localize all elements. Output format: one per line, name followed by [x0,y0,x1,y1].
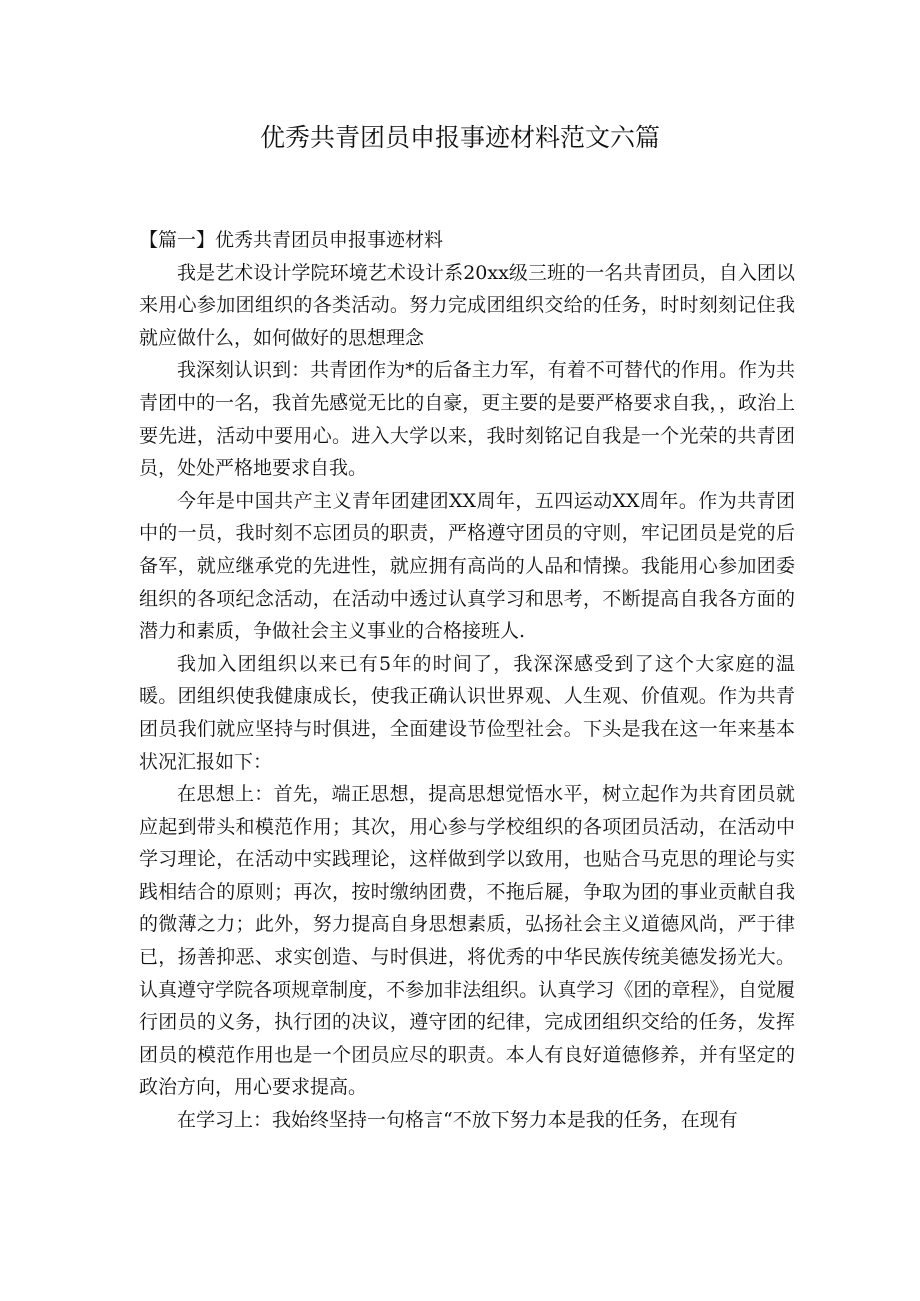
section-heading: 【篇一】优秀共青团员申报事迹材料 [139,229,444,251]
document-title: 优秀共青团员申报事迹材料范文六篇 [259,123,660,152]
paragraph: 在思想上：首先，端正思想，提高思想觉悟水平，树立起作为共育团员就应起到带头和模范作用；其次，用心参与学校组织的各项团员活动，在活动中学习理论，在活动中实践理论，这样做到学以致用，也贴合马克思的理论与实践相结合的原则；再次，按时缴纳团费，不拖后屣，争取为团的事业贡献自我的微薄之力；此外，努力提高自身思想素质，弘扬社会主义道德风尚，严于律已，扬善抑恶、求实创造、与时俱进，将优秀的中华民族传统美德发扬光大。认真遵守学院各项规章制度，不参加非法组织。认真学习《团的章程》，自觉履行团员的义务，执行团的决议，遵守团的纪律，完成团组织交给的任务，发挥团员的模范作用也是一个团员应尽的职责。本人有良好道德修养，并有坚定的政治方向，用心要求提高。 [139,783,795,1099]
paragraph: 今年是中国共产主义青年团建团XX周年，五四运动XX周年。作为共青团中的一员，我时刻不忘团员的职责，严格遵守团员的守则，牢记团员是党的后备军，就应继承党的先进性，就应拥有高尚的人品和情操。我能用心参加团委组织的各项纪念活动，在活动中透过认真学习和思考，不断提高自我各方面的潜力和素质，争做社会主义事业的合格接班人. [139,489,795,643]
paragraph: 我是艺术设计学院环境艺术设计系20xx级三班的一名共青团员，自入团以来用心参加团组织的各类活动。努力完成团组织交给的任务，时时刻刻记住我就应做什么，如何做好的思想理念 [139,261,795,349]
paragraph: 在学习上：我始终坚持一句格言“不放下努力本是我的任务，在现有 [177,1109,738,1132]
paragraph: 我加入团组织以来已有5年的时间了，我深深感受到了这个大家庭的温暖。团组织使我健康成长，使我正确认识世界观、人生观、价值观。作为共青团员我们就应坚持与时俱进，全面建设节俭型社会。下头是我在这一年来基本状况汇报如下： [139,652,795,773]
document-body [139,224,795,1137]
paragraph: 我深刻认识到：共青团作为*的后备主力军，有着不可替代的作用。作为共青团中的一名，我首先感觉无比的自豪，更主要的是要严格要求自我，，政治上要先进，活动中要用心。进入大学以来，我时刻铭记自我是一个光荣的共青团员，处处严格地要求自我。 [139,359,795,480]
